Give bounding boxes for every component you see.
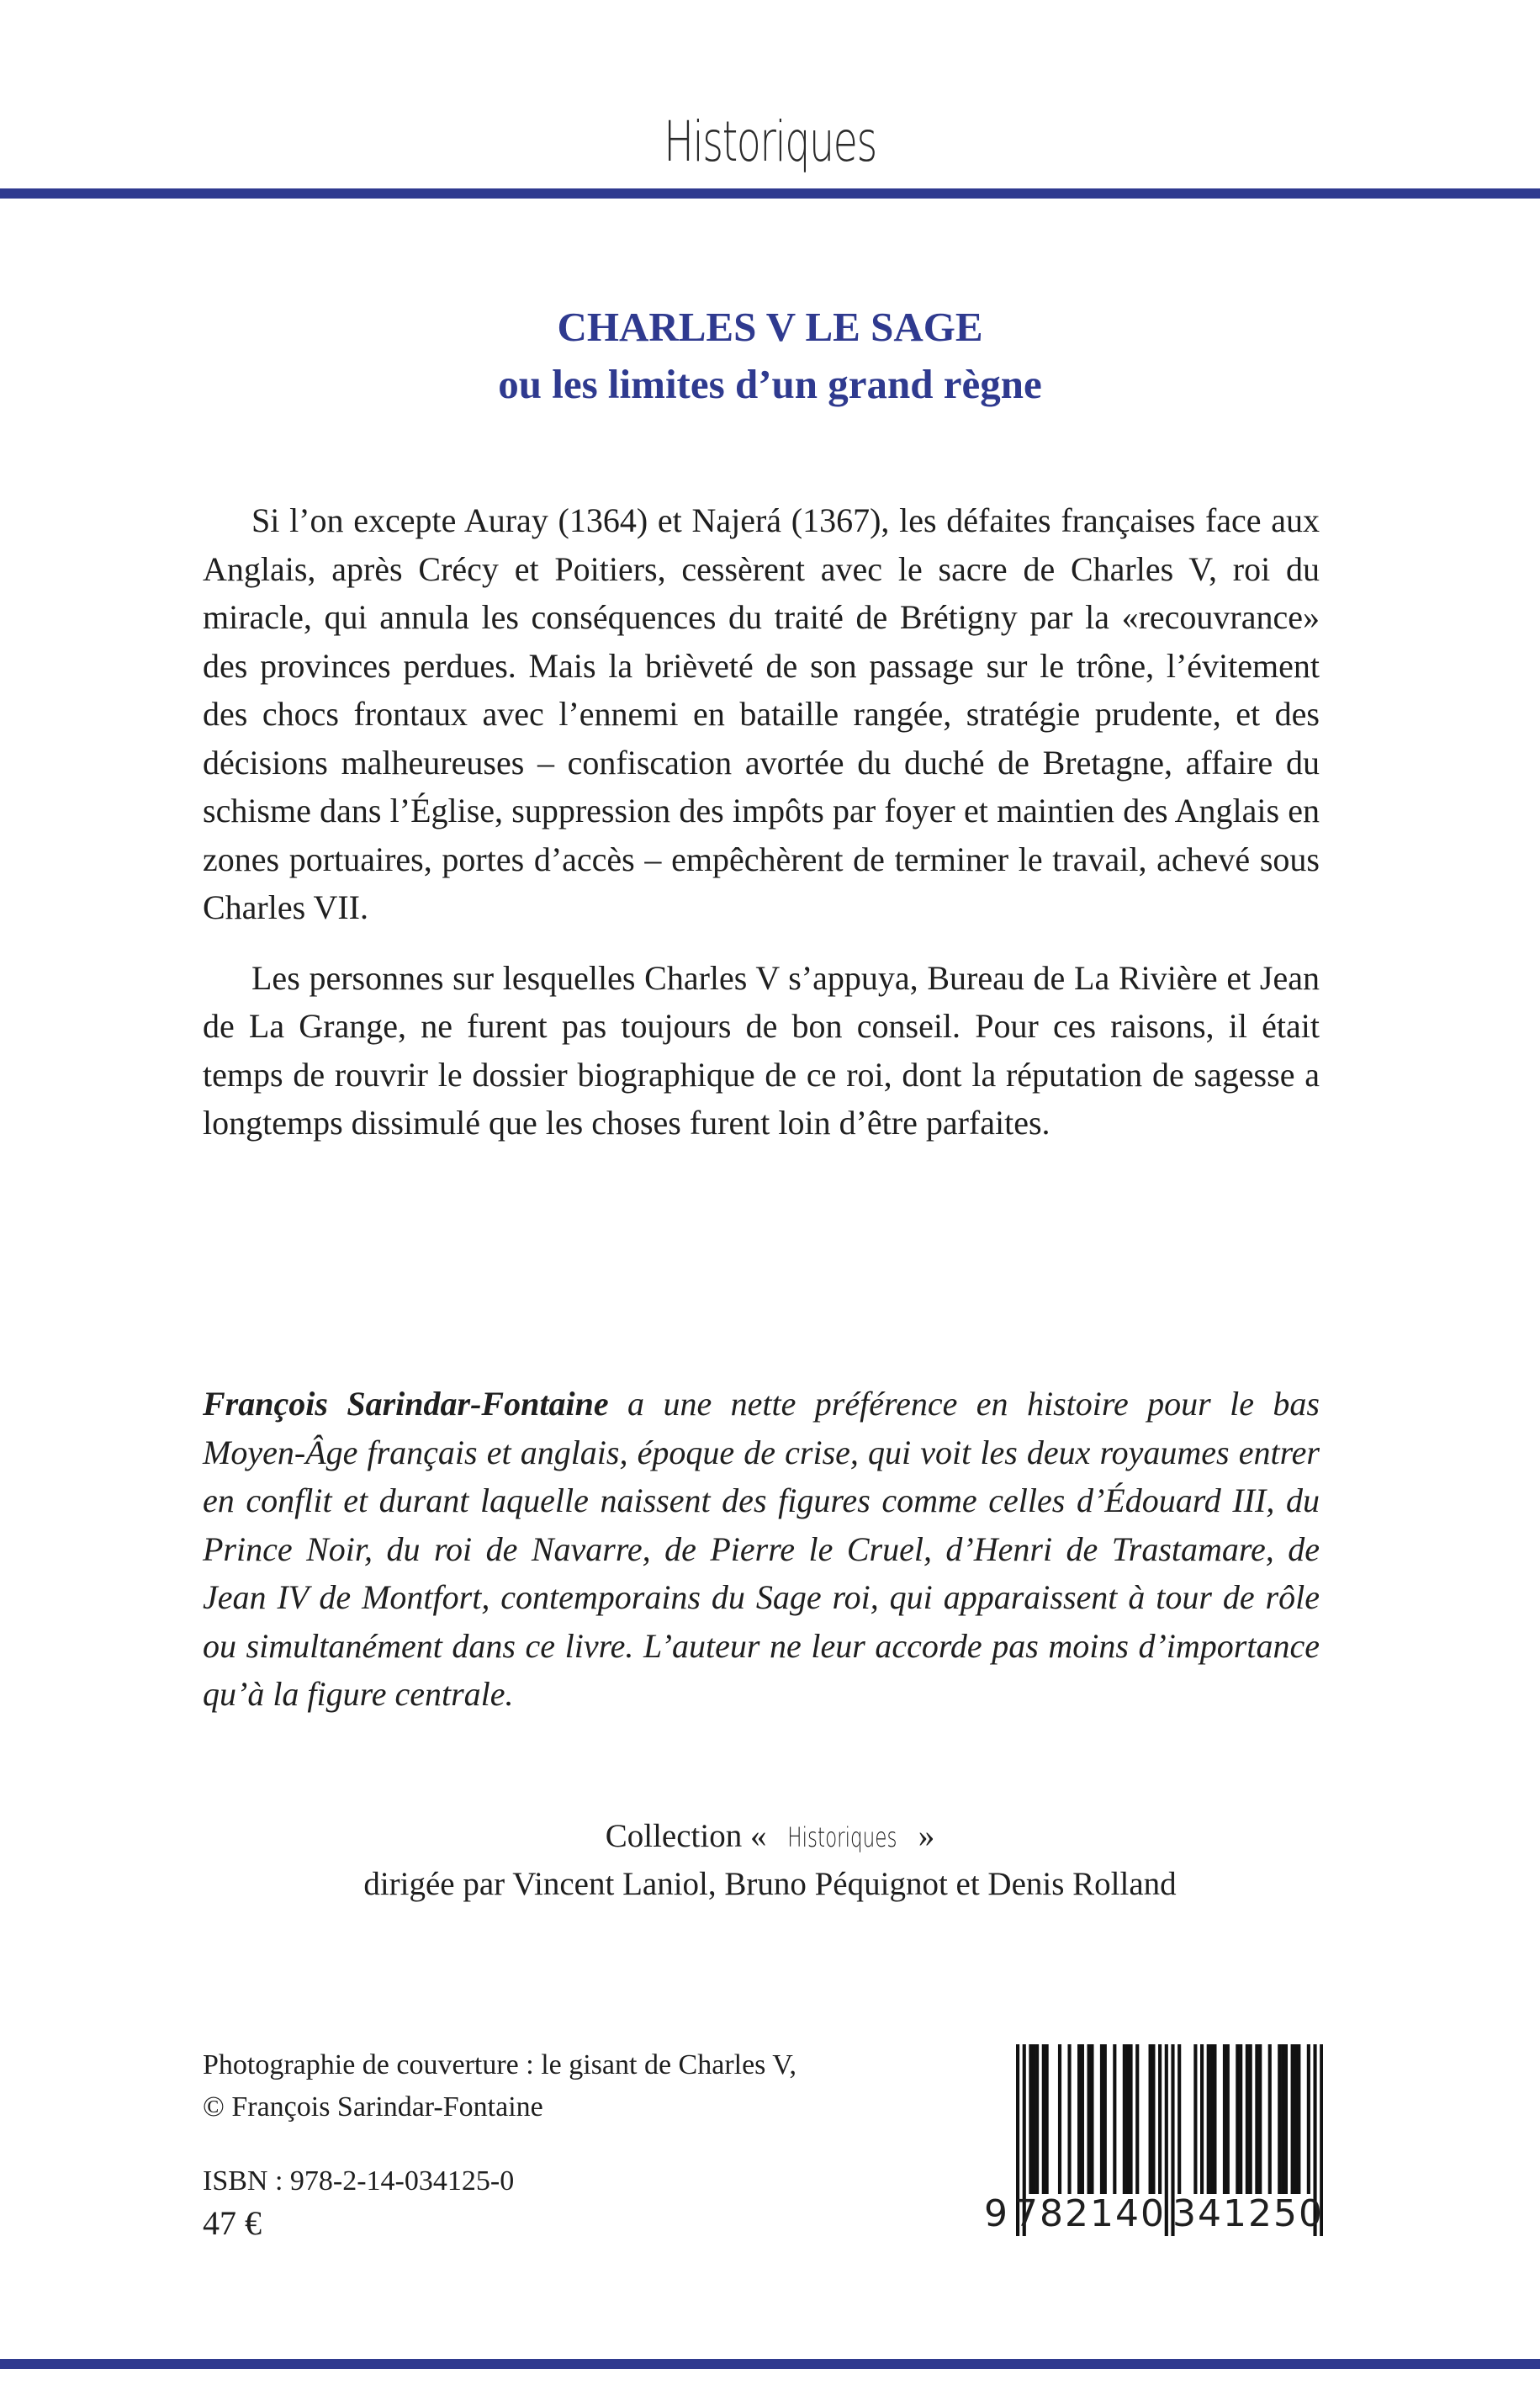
barcode-bar: [1042, 2044, 1045, 2194]
barcode-bar: [1067, 2044, 1071, 2194]
barcode-bar: [1077, 2044, 1081, 2194]
barcode-bar: [1177, 2044, 1181, 2194]
barcode-bar: [1307, 2044, 1310, 2194]
isbn-price-block: [203, 2160, 514, 2245]
barcode-bar: [1193, 2044, 1197, 2194]
barcode-bar: [1297, 2044, 1300, 2194]
top-rule-bar: [0, 188, 1540, 199]
barcode-bar: [1103, 2044, 1107, 2194]
barcode-bar: [1226, 2044, 1230, 2194]
barcode-bar: [1032, 2044, 1035, 2194]
barcode-bar: [1088, 2044, 1091, 2194]
summary-paragraph-2: Les personnes sur lesquelles Charles V s’appuya, Bureau de La Rivière et Jean de La Grange, ne furent pas toujours de bon conseil. Pour ces raisons, il était temps de rouvrir le dossier biographique de ce roi, dont la réputation de sagesse a longtemps dissimulé que les choses furent loin d’être parfaites.: [203, 958, 1320, 1142]
barcode-bar: [1246, 2044, 1249, 2194]
barcode-digits: [984, 2192, 1337, 2235]
barcode-bar: [1239, 2044, 1242, 2194]
photo-credit-line: Photographie de couverture : le gisant de Charles V,: [203, 2049, 796, 2080]
barcode-bar: [1236, 2044, 1239, 2194]
barcode-bar: [1258, 2044, 1262, 2194]
collection-directors: dirigée par Vincent Laniol, Bruno Péquignot et Denis Rolland: [363, 1866, 1177, 1902]
barcode-bar: [1100, 2044, 1103, 2194]
barcode-bar: [1123, 2044, 1126, 2194]
series-header: Historiques: [664, 109, 876, 174]
barcode-bar: [1149, 2044, 1152, 2194]
barcode-bar: [1278, 2044, 1281, 2194]
author-bio-paragraph: [203, 1380, 1320, 1719]
bottom-rule-bar: [0, 2359, 1540, 2369]
barcode-bar: [1207, 2044, 1210, 2194]
barcode-bar: [1090, 2044, 1093, 2194]
barcode-bar: [1129, 2044, 1132, 2194]
barcode-bar: [1284, 2044, 1288, 2194]
barcode-bar: [1291, 2044, 1294, 2194]
barcode-bar: [1294, 2044, 1297, 2194]
barcode-bar: [1126, 2044, 1130, 2194]
barcode-bar: [1255, 2044, 1258, 2194]
barcode-bar: [1135, 2044, 1139, 2194]
top-rule: [0, 188, 1540, 199]
collection-series-name: Historiques: [787, 1821, 897, 1853]
barcode-bar: [1223, 2044, 1226, 2194]
book-subtitle: ou les limites d’un grand règne: [498, 361, 1042, 407]
author-bio-text: a une nette préférence en histoire pour le bas Moyen-Âge français et anglais, époque de crise, qui voit les deux royaumes entrer en conflit et durant laquelle naissent des figures comme celles d’Édouard III, du Prince Noir, du roi de Navarre, de Pierre le Cruel, d’Henri de Trastamare, de Jean IV de Montfort, contemporains du Sage roi, qui apparaissent à tour de rôle ou simultanément dans ce livre. L’auteur ne leur accorde pas moins d’importance qu’à la figure centrale.: [203, 1385, 1320, 1713]
summary-text: [203, 496, 1320, 1147]
author-bio: [203, 1380, 1320, 1719]
collection-prefix: Collection «: [605, 1818, 767, 1854]
barcode-bar: [1213, 2044, 1216, 2194]
barcode-bar: [1151, 2044, 1155, 2194]
barcode-bar: [1113, 2044, 1116, 2194]
title-block: [0, 299, 1540, 413]
book-title: CHARLES V LE SAGE: [557, 304, 983, 350]
barcode-bar: [1081, 2044, 1084, 2194]
barcode-bar: [1029, 2044, 1032, 2194]
barcode-bar: [1045, 2044, 1049, 2194]
author-name: François Sarindar-Fontaine: [203, 1385, 609, 1423]
collection-info: [0, 1813, 1540, 1907]
barcode-bar: [1281, 2044, 1284, 2194]
barcode-lead-digit: 9: [984, 2192, 1009, 2235]
collection-suffix: »: [918, 1818, 935, 1854]
barcode-bar: [1035, 2044, 1039, 2194]
barcode-bar: [1268, 2044, 1272, 2194]
bottom-rule: [0, 2359, 1540, 2369]
barcode-group-2: 341250: [1172, 2192, 1324, 2235]
barcode-bar: [1158, 2044, 1162, 2194]
barcode-group-1: 782140: [1014, 2192, 1166, 2235]
barcode-bar: [1058, 2044, 1061, 2194]
barcode-bar: [1210, 2044, 1214, 2194]
isbn: ISBN : 978-2-14-034125-0: [203, 2165, 515, 2197]
photo-credits: [203, 2044, 796, 2128]
copyright-line: © François Sarindar-Fontaine: [203, 2091, 543, 2123]
collection-line: [0, 1813, 1540, 1861]
barcode-bar: [1249, 2044, 1252, 2194]
price: 47 €: [203, 2204, 262, 2242]
barcode-bar: [1200, 2044, 1204, 2194]
summary-paragraph-1: Si l’on excepte Auray (1364) et Najerá (1367), les défaites françaises face aux Anglais, après Crécy et Poitiers, cessèrent avec le sacre de Charles V, roi du miracle, qui annula les conséquences du traité de Brétigny par la «recouvrance» des provinces perdues. Mais la brièveté de son passage sur le trône, l’évitement des chocs frontaux avec l’ennemi en bataille rangée, stratégie prudente, et des décisions malheureuses – confiscation avortée du duché de Bretagne, affaire du schisme dans l’Église, suppression des impôts par foyer et maintien des Anglais en zones portuaires, portes d’accès – empêchèrent de terminer le travail, achevé sous Charles VII.: [203, 501, 1320, 926]
